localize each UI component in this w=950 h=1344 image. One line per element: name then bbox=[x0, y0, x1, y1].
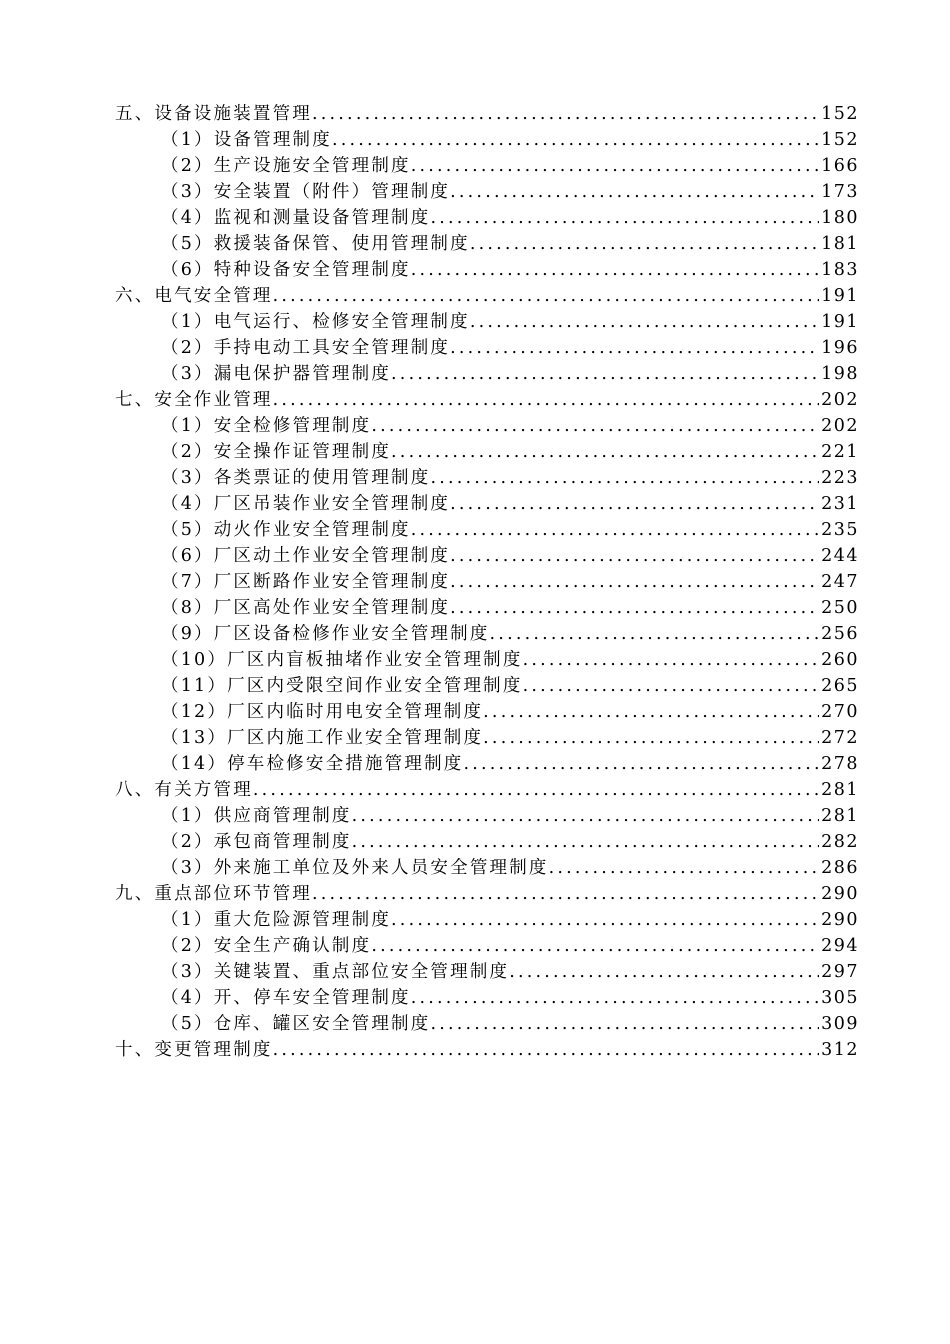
toc-subsection-entry[interactable] bbox=[115, 491, 859, 517]
toc-dot-leader bbox=[273, 387, 819, 413]
toc-subsection-entry[interactable] bbox=[115, 673, 859, 699]
toc-subsection-entry[interactable] bbox=[115, 153, 859, 179]
toc-page-number: 198 bbox=[821, 364, 859, 384]
toc-subsection-entry[interactable] bbox=[115, 257, 859, 283]
toc-page-number: 181 bbox=[821, 234, 859, 254]
toc-dot-leader bbox=[352, 829, 819, 855]
toc-entry-title: （4）开、停车安全管理制度 bbox=[161, 988, 411, 1008]
toc-dot-leader bbox=[523, 673, 820, 699]
toc-page-number: 196 bbox=[821, 338, 859, 358]
toc-dot-leader bbox=[352, 803, 819, 829]
toc-page-number: 270 bbox=[821, 702, 859, 722]
toc-subsection-entry[interactable] bbox=[115, 309, 859, 335]
toc-entry-title: （3）关键装置、重点部位安全管理制度 bbox=[161, 962, 510, 982]
toc-entry-title: （13）厂区内施工作业安全管理制度 bbox=[161, 728, 484, 748]
toc-page-number: 235 bbox=[821, 520, 859, 540]
toc-subsection-entry[interactable] bbox=[115, 647, 859, 673]
toc-dot-leader bbox=[483, 725, 819, 751]
toc-subsection-entry[interactable] bbox=[115, 179, 859, 205]
toc-page-number: 247 bbox=[821, 572, 859, 592]
toc-entry-title: （2）安全生产确认制度 bbox=[161, 936, 372, 956]
toc-dot-leader bbox=[463, 751, 819, 777]
toc-dot-leader bbox=[332, 127, 819, 153]
toc-subsection-entry[interactable] bbox=[115, 1011, 859, 1037]
toc-page-number: 281 bbox=[821, 780, 859, 800]
toc-dot-leader bbox=[391, 439, 819, 465]
toc-dot-leader bbox=[411, 985, 819, 1011]
toc-dot-leader bbox=[371, 933, 819, 959]
toc-dot-leader bbox=[391, 907, 819, 933]
toc-page-number: 173 bbox=[821, 182, 859, 202]
toc-entry-title: （3）漏电保护器管理制度 bbox=[161, 364, 392, 384]
toc-page-number: 183 bbox=[821, 260, 859, 280]
toc-section-entry[interactable] bbox=[115, 387, 859, 413]
toc-subsection-entry[interactable] bbox=[115, 829, 859, 855]
toc-entry-title: （1）设备管理制度 bbox=[161, 130, 332, 150]
toc-subsection-entry[interactable] bbox=[115, 595, 859, 621]
toc-dot-leader bbox=[411, 257, 819, 283]
toc-section-entry[interactable] bbox=[115, 101, 859, 127]
toc-entry-title: （5）救援装备保管、使用管理制度 bbox=[161, 234, 470, 254]
toc-dot-leader bbox=[483, 699, 819, 725]
toc-page-number: 152 bbox=[821, 104, 859, 124]
toc-entry-title: 十、变更管理制度 bbox=[115, 1040, 273, 1060]
toc-subsection-entry[interactable] bbox=[115, 803, 859, 829]
toc-entry-title: （2）承包商管理制度 bbox=[161, 832, 352, 852]
toc-entry-title: （9）厂区设备检修作业安全管理制度 bbox=[161, 624, 490, 644]
toc-dot-leader bbox=[430, 1011, 819, 1037]
toc-entry-title: （3）外来施工单位及外来人员安全管理制度 bbox=[161, 858, 549, 878]
toc-entry-title: （2）安全操作证管理制度 bbox=[161, 442, 392, 462]
toc-entry-title: （5）动火作业安全管理制度 bbox=[161, 520, 411, 540]
toc-subsection-entry[interactable] bbox=[115, 543, 859, 569]
toc-dot-leader bbox=[273, 1037, 819, 1063]
toc-page-number: 223 bbox=[821, 468, 859, 488]
toc-section-entry[interactable] bbox=[115, 777, 859, 803]
toc-subsection-entry[interactable] bbox=[115, 569, 859, 595]
toc-subsection-entry[interactable] bbox=[115, 517, 859, 543]
toc-entry-title: （1）供应商管理制度 bbox=[161, 806, 352, 826]
toc-page-number: 305 bbox=[821, 988, 859, 1008]
toc-dot-leader bbox=[450, 179, 819, 205]
toc-page-number: 272 bbox=[821, 728, 859, 748]
toc-dot-leader bbox=[450, 569, 819, 595]
toc-dot-leader bbox=[470, 309, 819, 335]
toc-dot-leader bbox=[509, 959, 819, 985]
toc-dot-leader bbox=[450, 543, 819, 569]
toc-page-number: 166 bbox=[821, 156, 859, 176]
toc-entry-title: （4）监视和测量设备管理制度 bbox=[161, 208, 431, 228]
toc-page-number: 191 bbox=[821, 286, 859, 306]
toc-entry-title: 八、有关方管理 bbox=[115, 780, 253, 800]
toc-subsection-entry[interactable] bbox=[115, 959, 859, 985]
toc-dot-leader bbox=[450, 335, 819, 361]
toc-page-number: 278 bbox=[821, 754, 859, 774]
toc-dot-leader bbox=[549, 855, 819, 881]
toc-dot-leader bbox=[411, 153, 819, 179]
toc-subsection-entry[interactable] bbox=[115, 907, 859, 933]
toc-entry-title: （12）厂区内临时用电安全管理制度 bbox=[161, 702, 484, 722]
toc-dot-leader bbox=[312, 881, 819, 907]
toc-page-number: 265 bbox=[821, 676, 859, 696]
toc-subsection-entry[interactable] bbox=[115, 621, 859, 647]
toc-dot-leader bbox=[450, 595, 819, 621]
toc-entry-title: （3）各类票证的使用管理制度 bbox=[161, 468, 431, 488]
toc-subsection-entry[interactable] bbox=[115, 985, 859, 1011]
toc-entry-title: 六、电气安全管理 bbox=[115, 286, 273, 306]
toc-page-number: 180 bbox=[821, 208, 859, 228]
toc-entry-title: 七、安全作业管理 bbox=[115, 390, 273, 410]
toc-subsection-entry[interactable] bbox=[115, 127, 859, 153]
toc-dot-leader bbox=[450, 491, 819, 517]
toc-section-entry[interactable] bbox=[115, 283, 859, 309]
toc-page-number: 294 bbox=[821, 936, 859, 956]
toc-dot-leader bbox=[371, 413, 819, 439]
toc-page-number: 281 bbox=[821, 806, 859, 826]
toc-page-number: 202 bbox=[821, 416, 859, 436]
toc-page-number: 152 bbox=[821, 130, 859, 150]
toc-dot-leader bbox=[523, 647, 820, 673]
toc-page-number: 221 bbox=[821, 442, 859, 462]
toc-entry-title: （2）手持电动工具安全管理制度 bbox=[161, 338, 451, 358]
toc-dot-leader bbox=[430, 205, 819, 231]
toc-page-number: 290 bbox=[821, 884, 859, 904]
toc-entry-title: 五、设备设施装置管理 bbox=[115, 104, 312, 124]
toc-page-number: 191 bbox=[821, 312, 859, 332]
toc-subsection-entry[interactable] bbox=[115, 205, 859, 231]
table-of-contents bbox=[115, 101, 859, 1063]
toc-subsection-entry[interactable] bbox=[115, 361, 859, 387]
toc-subsection-entry[interactable] bbox=[115, 413, 859, 439]
toc-page-number: 312 bbox=[821, 1040, 859, 1060]
toc-subsection-entry[interactable] bbox=[115, 699, 859, 725]
toc-page-number: 244 bbox=[821, 546, 859, 566]
toc-page-number: 202 bbox=[821, 390, 859, 410]
toc-entry-title: （3）安全装置（附件）管理制度 bbox=[161, 182, 451, 202]
toc-entry-title: （11）厂区内受限空间作业安全管理制度 bbox=[161, 676, 523, 696]
toc-section-entry[interactable] bbox=[115, 1037, 859, 1063]
toc-entry-title: （2）生产设施安全管理制度 bbox=[161, 156, 411, 176]
toc-subsection-entry[interactable] bbox=[115, 231, 859, 257]
toc-page-number: 250 bbox=[821, 598, 859, 618]
toc-page-number: 290 bbox=[821, 910, 859, 930]
toc-page-number: 286 bbox=[821, 858, 859, 878]
toc-subsection-entry[interactable] bbox=[115, 439, 859, 465]
toc-entry-title: （8）厂区高处作业安全管理制度 bbox=[161, 598, 451, 618]
toc-page-number: 309 bbox=[821, 1014, 859, 1034]
toc-entry-title: （6）特种设备安全管理制度 bbox=[161, 260, 411, 280]
toc-entry-title: （1）安全检修管理制度 bbox=[161, 416, 372, 436]
toc-subsection-entry[interactable] bbox=[115, 751, 859, 777]
toc-entry-title: 九、重点部位环节管理 bbox=[115, 884, 312, 904]
toc-dot-leader bbox=[273, 283, 819, 309]
toc-entry-title: （5）仓库、罐区安全管理制度 bbox=[161, 1014, 431, 1034]
toc-section-entry[interactable] bbox=[115, 881, 859, 907]
toc-dot-leader bbox=[312, 101, 819, 127]
toc-entry-title: （4）厂区吊装作业安全管理制度 bbox=[161, 494, 451, 514]
toc-entry-title: （1）重大危险源管理制度 bbox=[161, 910, 392, 930]
toc-dot-leader bbox=[490, 621, 820, 647]
toc-page-number: 282 bbox=[821, 832, 859, 852]
toc-entry-title: （7）厂区断路作业安全管理制度 bbox=[161, 572, 451, 592]
toc-subsection-entry[interactable] bbox=[115, 933, 859, 959]
toc-page-number: 260 bbox=[821, 650, 859, 670]
toc-dot-leader bbox=[253, 777, 819, 803]
toc-dot-leader bbox=[430, 465, 819, 491]
toc-entry-title: （14）停车检修安全措施管理制度 bbox=[161, 754, 464, 774]
toc-dot-leader bbox=[470, 231, 819, 257]
toc-entry-title: （6）厂区动土作业安全管理制度 bbox=[161, 546, 451, 566]
toc-subsection-entry[interactable] bbox=[115, 465, 859, 491]
toc-dot-leader bbox=[391, 361, 819, 387]
toc-page-number: 297 bbox=[821, 962, 859, 982]
toc-subsection-entry[interactable] bbox=[115, 335, 859, 361]
toc-page-number: 256 bbox=[821, 624, 859, 644]
toc-entry-title: （1）电气运行、检修安全管理制度 bbox=[161, 312, 470, 332]
toc-subsection-entry[interactable] bbox=[115, 855, 859, 881]
toc-page-number: 231 bbox=[821, 494, 859, 514]
toc-dot-leader bbox=[411, 517, 819, 543]
toc-entry-title: （10）厂区内盲板抽堵作业安全管理制度 bbox=[161, 650, 523, 670]
toc-subsection-entry[interactable] bbox=[115, 725, 859, 751]
